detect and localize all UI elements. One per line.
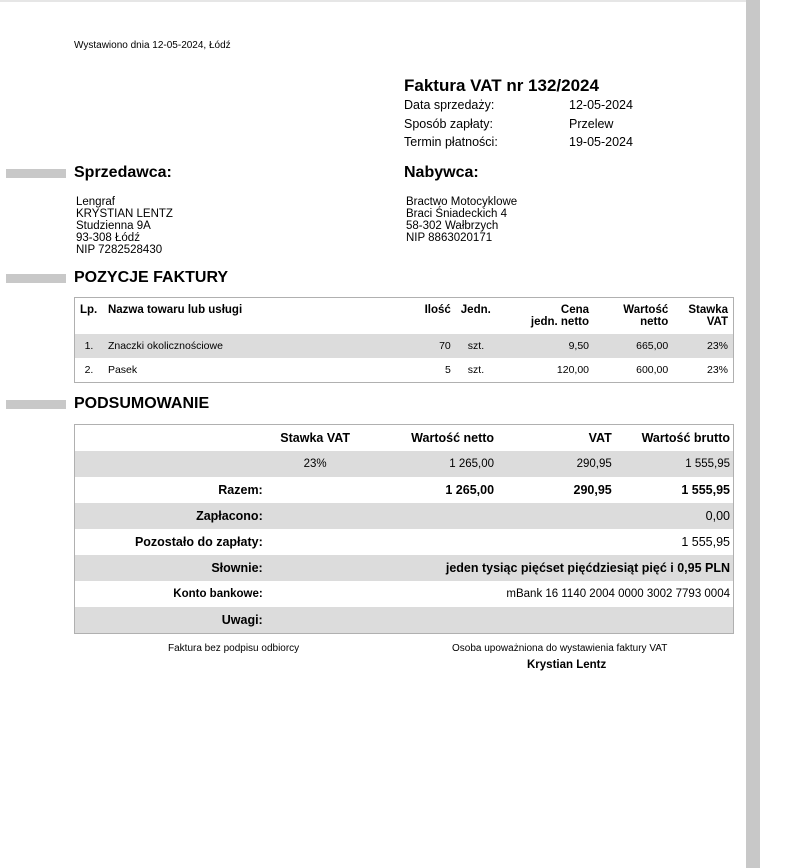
seller-street: Studzienna 9A bbox=[76, 220, 151, 232]
remaining-value: 1 555,95 bbox=[681, 535, 730, 549]
row-unit: szt. bbox=[467, 340, 485, 352]
total-label: Razem: bbox=[218, 483, 263, 497]
summary-words-row bbox=[75, 555, 734, 581]
row-rate: 23% bbox=[706, 340, 728, 352]
summary-section-bar bbox=[6, 400, 66, 409]
meta-payment-method-value: Przelew bbox=[569, 117, 614, 131]
signature-left: Faktura bez podpisu odbiorcy bbox=[168, 643, 300, 654]
col-lp: Lp. bbox=[80, 304, 98, 316]
bank-label: Konto bankowe: bbox=[173, 588, 263, 600]
summary-bank-row bbox=[75, 581, 734, 607]
summary-total-row bbox=[75, 477, 734, 503]
seller-nip: NIP 7282528430 bbox=[76, 244, 163, 256]
col-net-line1: Wartość bbox=[623, 304, 669, 316]
total-gross: 1 555,95 bbox=[681, 483, 730, 497]
items-section-bar bbox=[6, 274, 66, 283]
row-name: Pasek bbox=[107, 364, 138, 376]
items-table bbox=[74, 297, 734, 383]
total-vat: 290,95 bbox=[573, 483, 612, 497]
words-label: Słownie: bbox=[211, 561, 263, 575]
seller-owner: KRYSTIAN LENTZ bbox=[76, 208, 173, 220]
summary-remaining-row bbox=[75, 529, 734, 555]
row-unit: szt. bbox=[467, 364, 485, 376]
row-price: 9,50 bbox=[568, 340, 590, 352]
buyer-city: 58-302 Wałbrzych bbox=[406, 220, 499, 232]
sum-rate-net: 1 265,00 bbox=[449, 458, 495, 470]
seller-name: Lengraf bbox=[76, 196, 116, 208]
row-qty: 70 bbox=[439, 340, 451, 352]
total-net: 1 265,00 bbox=[445, 483, 495, 497]
summary-notes-row bbox=[75, 607, 734, 634]
sum-col-net: Wartość netto bbox=[411, 431, 495, 445]
summary-header-row bbox=[75, 425, 734, 452]
buyer-name: Bractwo Motocyklowe bbox=[406, 196, 518, 208]
table-row bbox=[75, 334, 734, 358]
page-right-margin-bar bbox=[746, 0, 760, 868]
seller-city: 93-308 Łódź bbox=[76, 232, 140, 244]
buyer-street: Braci Śniadeckich 4 bbox=[406, 208, 507, 220]
row-net: 600,00 bbox=[636, 364, 669, 376]
items-heading: POZYCJE FAKTURY bbox=[74, 269, 229, 286]
col-net bbox=[594, 298, 673, 335]
paid-label: Zapłacono: bbox=[196, 509, 263, 523]
signature-right: Osoba upoważniona do wystawienia faktury VAT bbox=[452, 643, 668, 654]
row-rate: 23% bbox=[706, 364, 728, 376]
row-price: 120,00 bbox=[556, 364, 590, 376]
summary-rate-row bbox=[75, 451, 734, 477]
buyer-nip: NIP 8863020171 bbox=[406, 232, 493, 244]
sum-rate-gross: 1 555,95 bbox=[685, 458, 730, 470]
notes-label: Uwagi: bbox=[221, 613, 263, 627]
summary-heading: PODSUMOWANIE bbox=[74, 395, 210, 412]
signature-name: Krystian Lentz bbox=[527, 659, 607, 671]
col-price-line1: Cena bbox=[560, 304, 590, 316]
sum-rate-vat: 290,95 bbox=[576, 458, 612, 470]
meta-sale-date-label: Data sprzedaży: bbox=[404, 98, 495, 112]
col-qty: Ilość bbox=[424, 304, 451, 316]
buyer-heading: Nabywca: bbox=[404, 164, 479, 181]
items-header-row bbox=[75, 298, 734, 335]
invoice-title: Faktura VAT nr 132/2024 bbox=[404, 76, 599, 95]
words-value: jeden tysiąc pięćset pięćdziesiąt pięć i 0,95 PLN bbox=[445, 561, 730, 575]
buyer-block bbox=[406, 196, 517, 244]
sum-col-rate: Stawka VAT bbox=[280, 431, 350, 445]
col-rate-line2: VAT bbox=[706, 316, 728, 328]
meta-due-date-label: Termin płatności: bbox=[404, 135, 498, 149]
sum-rate: 23% bbox=[303, 458, 327, 470]
col-price bbox=[505, 298, 594, 335]
col-unit: Jedn. bbox=[460, 304, 491, 316]
row-name: Znaczki okolicznościowe bbox=[107, 340, 223, 352]
remaining-label: Pozostało do zapłaty: bbox=[134, 535, 263, 549]
notes-value bbox=[266, 607, 734, 634]
col-name: Nazwa towaru lub usługi bbox=[107, 304, 243, 316]
table-row bbox=[75, 358, 734, 383]
seller-block bbox=[76, 196, 173, 256]
row-qty: 5 bbox=[444, 364, 451, 376]
seller-section-bar bbox=[6, 169, 66, 178]
col-net-line2: netto bbox=[640, 316, 669, 328]
row-lp: 2. bbox=[84, 364, 94, 376]
issue-date-line: Wystawiono dnia 12-05-2024, Łódź bbox=[74, 40, 231, 51]
sum-col-gross: Wartość brutto bbox=[641, 431, 730, 445]
col-rate bbox=[673, 298, 733, 335]
seller-heading: Sprzedawca: bbox=[74, 164, 172, 181]
paid-value: 0,00 bbox=[705, 509, 730, 523]
meta-due-date-value: 19-05-2024 bbox=[569, 135, 633, 149]
summary-table bbox=[74, 424, 734, 634]
col-rate-line1: Stawka bbox=[688, 304, 728, 316]
sum-col-vat: VAT bbox=[588, 431, 612, 445]
meta-payment-method-label: Sposób zapłaty: bbox=[404, 117, 493, 131]
summary-paid-row bbox=[75, 503, 734, 529]
page-top-edge bbox=[0, 0, 746, 2]
meta-sale-date-value: 12-05-2024 bbox=[569, 98, 633, 112]
col-price-line2: jedn. netto bbox=[530, 316, 590, 328]
bank-value: mBank 16 1140 2004 0000 3002 7793 0004 bbox=[506, 588, 730, 600]
row-lp: 1. bbox=[84, 340, 94, 352]
row-net: 665,00 bbox=[636, 340, 669, 352]
